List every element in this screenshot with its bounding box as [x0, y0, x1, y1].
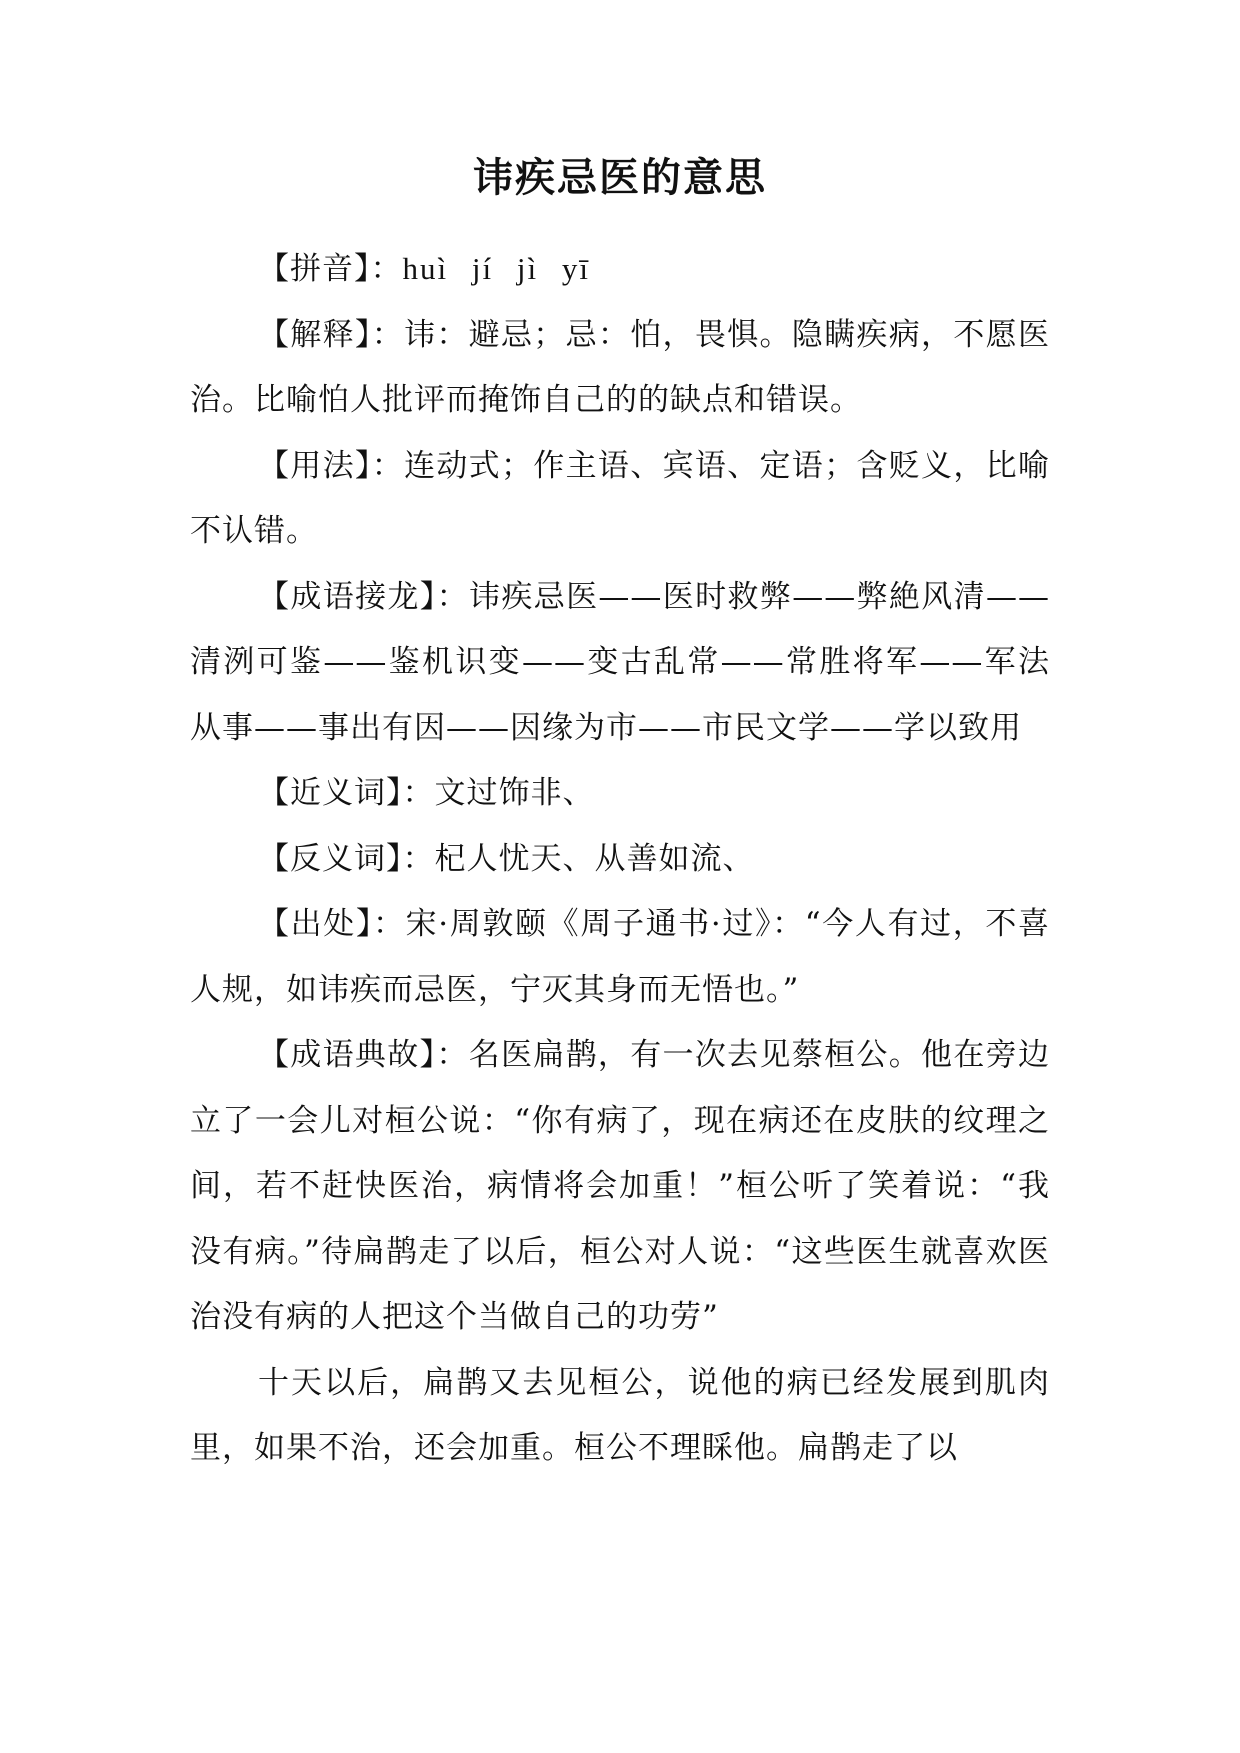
pinyin-paragraph [190, 236, 1050, 303]
antonyms-label: 【反义词】： [258, 840, 435, 877]
chain-label: 【成语接龙】： [258, 578, 469, 615]
story-value: 名医扁鹊，有一次去见蔡桓公。他在旁边立了一会儿对桓公说：“你有病了，现在病还在皮肤的纹理之间，若不赶快医治，病情将会加重！”桓公听了笑着说：“我没有病。”待扁鹊走了以后，桓公对人说：“这些医生就喜欢医治没有病的人把这个当做自己的功劳” [190, 1037, 1050, 1335]
antonyms-value: 杞人忧天、从善如流、 [434, 840, 755, 877]
story-label: 【成语典故】： [258, 1037, 469, 1073]
source-paragraph [190, 892, 1050, 1023]
usage-paragraph [190, 434, 1050, 565]
pinyin-value: huì jí jì yī [402, 251, 590, 286]
usage-value: 连动式；作主语、宾语、定语；含贬义，比喻不认错。 [190, 447, 1050, 549]
definition-label: 【解释】： [258, 316, 405, 353]
document-body [190, 236, 1050, 1482]
synonyms-paragraph [190, 761, 1050, 827]
synonyms-label: 【近义词】： [258, 775, 435, 811]
chain-value: 讳疾忌医——医时救弊——弊絶风清——清洌可鉴——鉴机识变——变古乱常——常胜将军——军法从事——事出有因——因缘为市——市民文学——学以致用 [190, 578, 1050, 746]
story-paragraph [190, 1023, 1050, 1351]
source-value: 宋·周敦颐《周子通书·过》：“今人有过，不喜人规，如讳疾而忌医，宁灭其身而无悟也。” [190, 906, 1051, 1008]
page-title: 讳疾忌医的意思 [473, 155, 767, 201]
definition-paragraph [190, 303, 1050, 434]
definition-value: 讳：避忌；忌：怕，畏惧。隐瞒疾病，不愿医治。比喻怕人批评而掩饰自己的的缺点和错误。 [190, 316, 1050, 418]
continuation-paragraph: 十天以后，扁鹊又去见桓公，说他的病已经发展到肌肉里，如果不治，还会加重。桓公不理睬他。扁鹊走了以 [190, 1364, 1050, 1466]
source-label: 【出处】： [258, 906, 406, 942]
pinyin-label: 【拼音】： [258, 251, 403, 287]
chain-paragraph [190, 565, 1050, 762]
synonyms-value: 文过饰非、 [434, 775, 595, 811]
usage-label: 【用法】： [258, 447, 405, 484]
antonyms-paragraph [190, 827, 1050, 893]
